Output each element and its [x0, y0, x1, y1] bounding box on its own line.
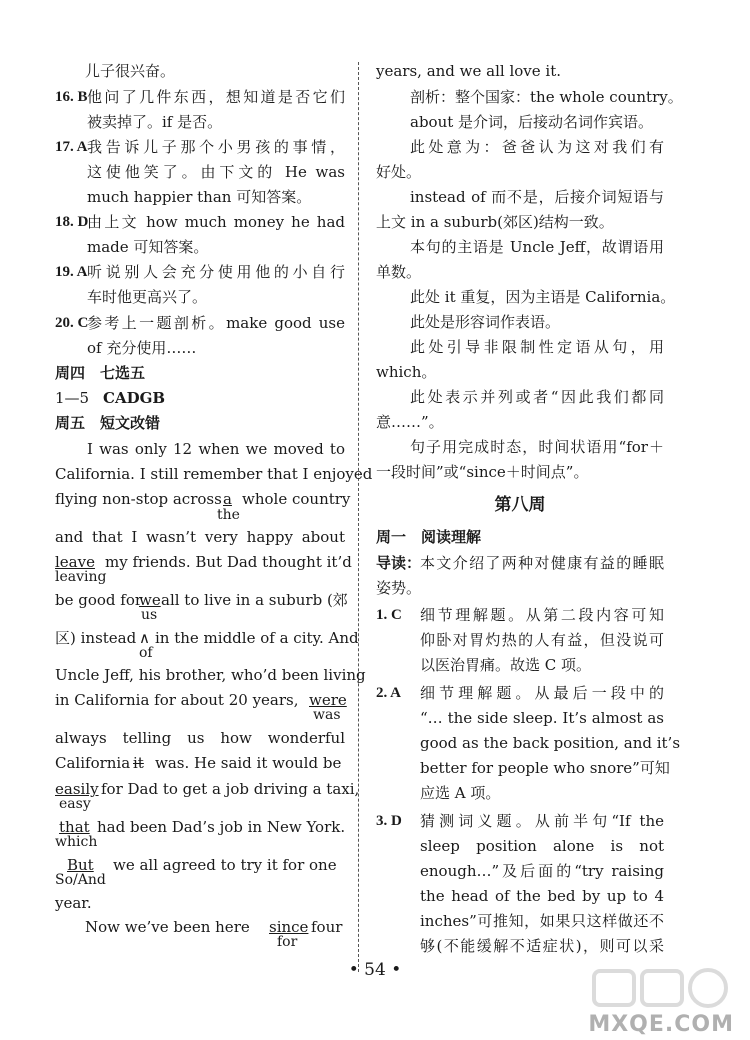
answer-number: 19. A [55, 264, 88, 280]
insert-caret: ∧ [139, 629, 150, 647]
passage-line: California [55, 754, 131, 772]
error-word: a [223, 490, 232, 508]
analysis-line: instead of 而不是，后接介词短语与 [410, 188, 664, 206]
analysis-line: 上文 in a suburb(郊区)结构一致。 [376, 213, 614, 231]
correction: of [139, 645, 153, 661]
error-word: we [139, 591, 161, 609]
answer-text: 够(不能缓解不适症状)，则可以采 [420, 937, 664, 955]
error-word: easily [55, 780, 99, 798]
answer-number: 2. A [376, 685, 402, 701]
answer-text: of 充分使用…… [87, 339, 197, 357]
passage-line: and that I wasn’t very happy about [55, 528, 345, 546]
analysis-line: 单数。 [376, 263, 422, 281]
answer-number: 3. D [376, 813, 402, 829]
analysis-line: 此处是形容词作表语。 [410, 313, 561, 331]
answer-text: the head of the bed by up to 4 [420, 887, 664, 905]
passage-line: for Dad to get a job driving a taxi, [101, 780, 360, 798]
answer-text: enough…”及后面的“try raising [420, 862, 664, 880]
error-word: that [59, 818, 90, 836]
section-heading: 周四 七选五 [55, 364, 146, 382]
column-divider [358, 62, 359, 972]
correction: the [217, 507, 240, 523]
error-word: since [269, 918, 309, 936]
watermark-text: MXQE.COM [588, 1012, 734, 1037]
correction: leaving [55, 569, 107, 585]
correction: easy [59, 796, 91, 812]
passage-line: Uncle Jeff, his brother, who’d been living [55, 666, 366, 684]
error-word: leave [55, 553, 95, 571]
passage-line: had been Dad’s job in New York. [97, 818, 346, 836]
passage-line: we all agreed to try it for one [113, 856, 337, 874]
passage-line: four [311, 918, 343, 936]
answer-text: 细节理解题。从第二段内容可知 [420, 606, 664, 624]
passage-line: all to live in a suburb (郊 [161, 591, 348, 609]
error-word: it [133, 754, 144, 772]
passage-line: Now we’ve been here [85, 918, 250, 936]
answer-text: 细节理解题。从最后一段中的 [420, 684, 664, 702]
answer-number: 17. A [55, 139, 88, 155]
text-line: 儿子很兴奋。 [85, 62, 176, 80]
answer-text: 以医治胃痛。故选 C 项。 [420, 656, 592, 674]
guide-text: 本文介绍了两种对健康有益的睡眠 [420, 554, 664, 572]
answer-text: much happier than 可知答案。 [87, 188, 312, 206]
answer-text: made 可知答案。 [87, 238, 209, 256]
analysis-line: 本句的主语是 Uncle Jeff，故谓语用 [410, 238, 664, 256]
answer-text: sleep position alone is not [420, 837, 664, 855]
answer-text: 他问了几件东西，想知道是否它们 [87, 88, 345, 106]
correction: us [141, 607, 158, 623]
analysis-line: which。 [376, 363, 437, 381]
error-word: were [309, 691, 347, 709]
passage-line: year. [55, 894, 92, 912]
passage-line: in California for about 20 years, [55, 691, 299, 709]
section-heading: 周一 阅读理解 [376, 528, 482, 546]
passage-line: years, and we all love it. [376, 62, 562, 80]
answer-text: inches”可推知，如果只这样做还不 [420, 912, 664, 930]
answer-text: 猜测词义题。从前半句“If the [420, 812, 664, 830]
section-heading: 周五 短文改错 [55, 414, 161, 432]
error-word: But [67, 856, 94, 874]
passage-line: 区) instead [55, 629, 137, 647]
analysis-line: 句子用完成时态，时间状语用“for＋ [410, 438, 664, 456]
answer-text: 听说别人会充分使用他的小自行 [87, 263, 345, 281]
week-title: 第八周 [494, 495, 546, 515]
analysis-line: 此处意为：爸爸认为这对我们有 [410, 138, 664, 156]
answer-number: 1. C [376, 607, 402, 623]
answer-text: 被卖掉了。if 是否。 [87, 113, 223, 131]
analysis-line: 此处 it 重复，因为主语是 California。 [410, 288, 676, 306]
passage-line: always telling us how wonderful [55, 729, 345, 747]
answer-text: 由上文 how much money he had [87, 213, 345, 231]
correction: So/And [55, 872, 106, 888]
passage-line: was. He said it would be [155, 754, 342, 772]
analysis-line: 意……”。 [376, 413, 444, 431]
answer-text: “… the side sleep. It’s almost as [420, 709, 664, 727]
guide-text: 姿势。 [376, 579, 422, 597]
answer-text: better for people who snore”可知 [420, 759, 670, 777]
passage-line: my friends. But Dad thought it’d [105, 553, 352, 571]
passage-line: whole country [242, 490, 351, 508]
correction: for [277, 934, 298, 950]
analysis-line: 剖析：整个国家：the whole country。 [410, 88, 683, 106]
answer-number: 16. B [55, 89, 88, 105]
answer-text: 这使他笑了。由下文的 He was [87, 163, 345, 181]
answer-text: 参考上一题剖析。make good use [87, 314, 345, 332]
answer-text: good as the back position, and it’s [420, 734, 681, 752]
correction: which [55, 834, 98, 850]
analysis-line: 此处引导非限制性定语从句，用 [410, 338, 664, 356]
answer-text: 我告诉儿子那个小男孩的事情， [87, 138, 345, 156]
answer-number: 20. C [55, 315, 89, 331]
answer-text: 应选 A 项。 [420, 784, 501, 802]
correction: was [313, 707, 341, 723]
answer-text: 仰卧对胃灼热的人有益，但没说可 [420, 631, 664, 649]
answer-key: CADGB [103, 389, 166, 407]
passage-line: in the middle of a city. And [155, 629, 359, 647]
analysis-line: 一段时间”或“since＋时间点”。 [376, 463, 589, 481]
passage-line: I was only 12 when we moved to [87, 440, 345, 458]
passage-line: flying non-stop across [55, 490, 222, 508]
passage-line: California. I still remember that I enjoyed [55, 465, 373, 483]
analysis-line: 好处。 [376, 163, 422, 181]
answer-text: 车时他更高兴了。 [87, 288, 208, 306]
passage-line: be good for [55, 591, 143, 609]
analysis-line: about 是介词，后接动名词作宾语。 [410, 113, 654, 131]
answer-range: 1—5 [55, 389, 90, 407]
page-number: • 54 • [348, 960, 402, 980]
answer-number: 18. D [55, 214, 89, 230]
analysis-line: 此处表示并列或者“因此我们都同 [410, 388, 664, 406]
guide-label: 导读： [376, 554, 422, 572]
